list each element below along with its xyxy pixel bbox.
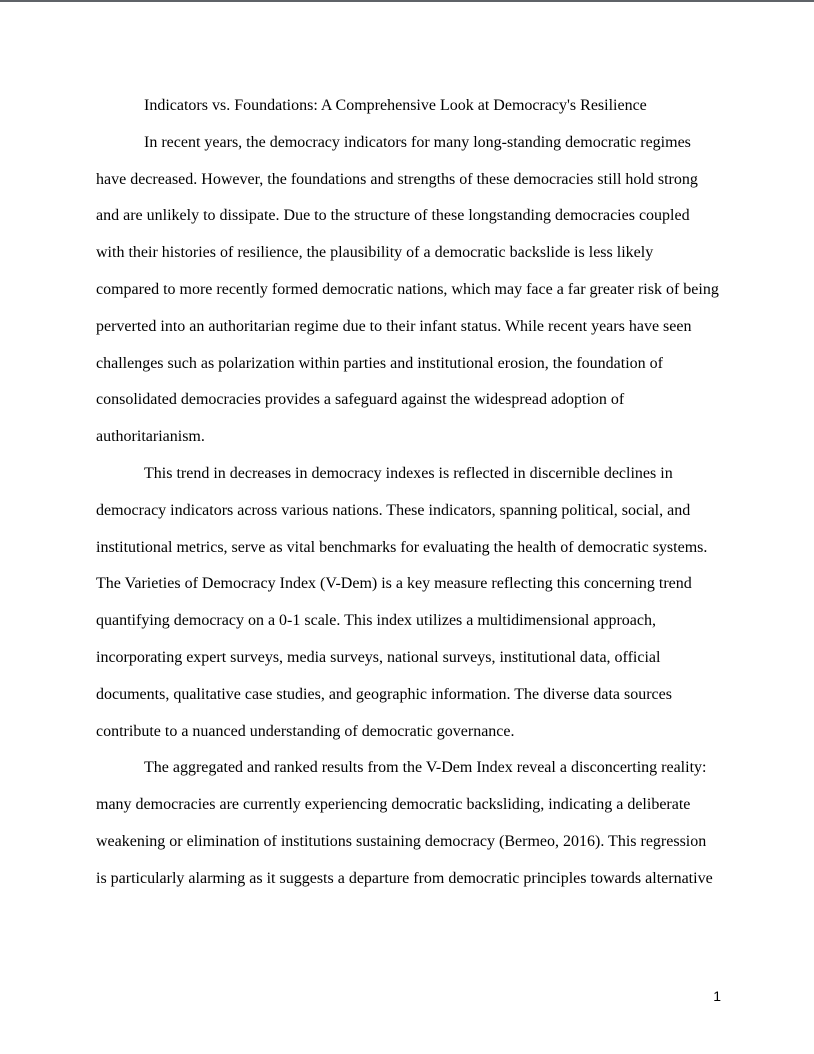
paragraph-line: many democracies are currently experiencing democratic backsliding, indicating a deliberate (96, 796, 691, 814)
paragraph-line: and are unlikely to dissipate. Due to the structure of these longstanding democracies coupled (96, 207, 690, 225)
paragraph-line: institutional metrics, serve as vital benchmarks for evaluating the health of democratic systems. (96, 538, 708, 556)
paragraph-line: incorporating expert surveys, media surveys, national surveys, institutional data, official (96, 648, 661, 666)
paragraph-2 (96, 456, 720, 750)
paragraph-line: perverted into an authoritarian regime due to their infant status. While recent years have seen (96, 317, 692, 335)
document-title: Indicators vs. Foundations: A Comprehensive Look at Democracy's Resilience (144, 97, 647, 114)
paragraph-line: documents, qualitative case studies, and geographic information. The diverse data sources (96, 685, 672, 703)
paragraph-line: is particularly alarming as it suggests a departure from democratic principles towards alternative (96, 869, 713, 887)
paragraph-line: In recent years, the democracy indicators for many long-standing democratic regimes (144, 133, 691, 151)
paragraph-line: with their histories of resilience, the plausibility of a democratic backslide is less likely (96, 244, 654, 262)
paragraph-line: quantifying democracy on a 0-1 scale. This index utilizes a multidimensional approach, (96, 612, 656, 630)
paragraph-line: compared to more recently formed democratic nations, which may face a far greater risk of being (96, 280, 719, 298)
paragraph-3 (96, 750, 720, 897)
paragraph-line: have decreased. However, the foundations and strengths of these democracies still hold strong (96, 170, 698, 188)
document-body (96, 88, 720, 898)
paragraph-line: This trend in decreases in democracy indexes is reflected in discernible declines in (144, 464, 673, 482)
paragraph-line: democracy indicators across various nations. These indicators, spanning political, social, and (96, 501, 691, 519)
paragraph-line: The Varieties of Democracy Index (V-Dem) is a key measure reflecting this concerning trend (96, 575, 692, 593)
paragraph-1 (96, 125, 720, 456)
paragraph-line: contribute to a nuanced understanding of democratic governance. (96, 722, 515, 740)
paragraph-line: consolidated democracies provides a safeguard against the widespread adoption of (96, 391, 625, 409)
page-number: 1 (713, 988, 721, 1004)
paragraph-line: The aggregated and ranked results from the V-Dem Index reveal a disconcerting reality: (144, 759, 707, 777)
paragraph-line: weakening or elimination of institutions sustaining democracy (Bermeo, 2016). This regression (96, 832, 707, 850)
paragraph-line: authoritarianism. (96, 428, 205, 446)
paragraph-line: challenges such as polarization within parties and institutional erosion, the foundation of (96, 354, 663, 372)
